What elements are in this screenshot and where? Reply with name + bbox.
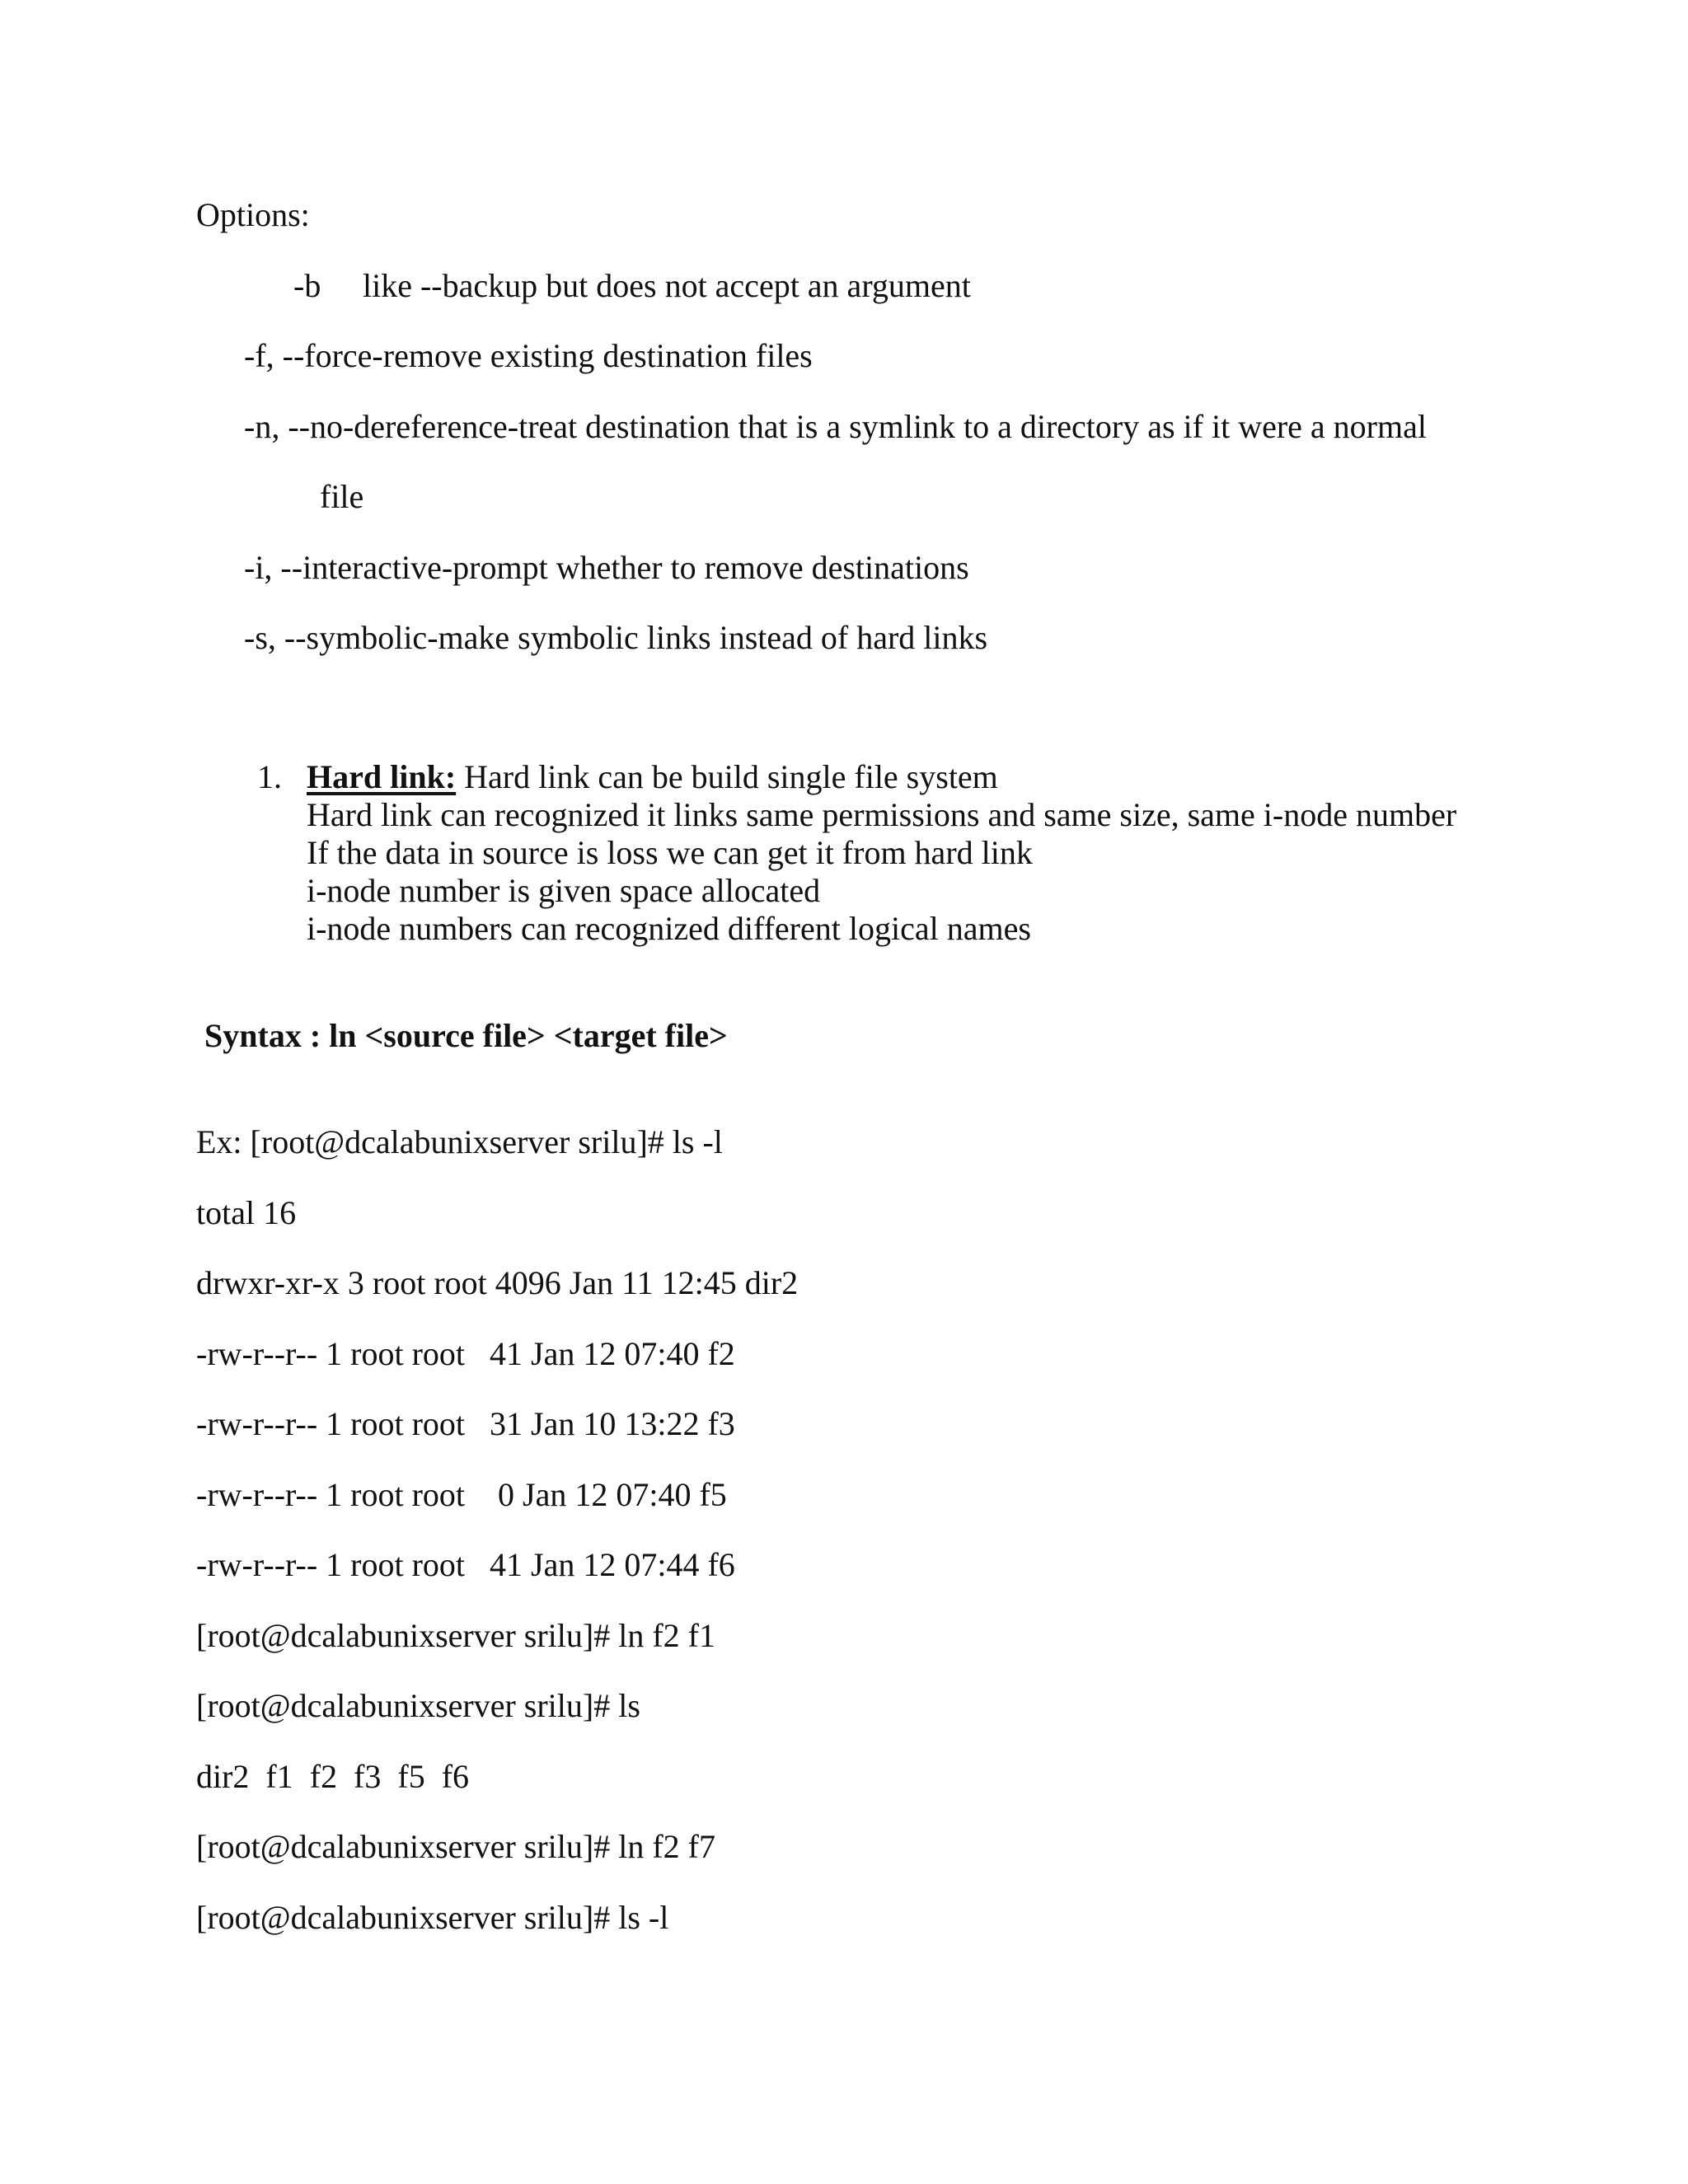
example-line-7: -rw-r--r-- 1 root root 41 Jan 12 07:44 f6 <box>196 1546 735 1583</box>
hard-link-line-1: Hard link can be build single file system <box>456 758 998 795</box>
example-line-1: Ex: [root@dcalabunixserver srilu]# ls -l <box>196 1123 723 1160</box>
option-b-flag: -b <box>293 267 321 304</box>
option-i-line: -i, --interactive-prompt whether to remove destinations <box>244 549 969 586</box>
hard-link-first-line <box>307 758 998 796</box>
list-item-number: 1. <box>257 758 282 795</box>
hard-link-line-5: i-node numbers can recognized different logical names <box>307 910 1031 947</box>
example-line-2: total 16 <box>196 1194 297 1231</box>
example-line-5: -rw-r--r-- 1 root root 31 Jan 10 13:22 f3 <box>196 1405 735 1442</box>
example-line-8: [root@dcalabunixserver srilu]# ln f2 f1 <box>196 1617 715 1654</box>
option-f-line: -f, --force-remove existing destination files <box>244 337 813 374</box>
example-line-12: [root@dcalabunixserver srilu]# ls -l <box>196 1899 669 1936</box>
syntax-line: Syntax : ln <source file> <target file> <box>204 1017 728 1054</box>
hard-link-line-3: If the data in source is loss we can get it from hard link <box>307 834 1033 871</box>
example-line-9: [root@dcalabunixserver srilu]# ls <box>196 1687 640 1724</box>
options-heading: Options: <box>196 196 310 233</box>
example-line-4: -rw-r--r-- 1 root root 41 Jan 12 07:40 f2 <box>196 1335 735 1372</box>
option-s-line: -s, --symbolic-make symbolic links instead of hard links <box>244 619 988 656</box>
example-line-10: dir2 f1 f2 f3 f5 f6 <box>196 1758 470 1795</box>
hard-link-line-2: Hard link can recognized it links same permissions and same size, same i-node number <box>307 796 1457 833</box>
hard-link-title: Hard link: <box>307 758 457 795</box>
option-n-line: -n, --no-dereference-treat destination that is a symlink to a directory as if it were a normal <box>244 408 1427 445</box>
option-b-description: like --backup but does not accept an argument <box>363 267 971 304</box>
option-n-continuation: file <box>320 478 364 515</box>
hard-link-line-4: i-node number is given space allocated <box>307 872 821 909</box>
example-line-6: -rw-r--r-- 1 root root 0 Jan 12 07:40 f5 <box>196 1476 727 1513</box>
example-line-11: [root@dcalabunixserver srilu]# ln f2 f7 <box>196 1828 715 1865</box>
example-line-3: drwxr-xr-x 3 root root 4096 Jan 11 12:45 dir2 <box>196 1264 799 1301</box>
